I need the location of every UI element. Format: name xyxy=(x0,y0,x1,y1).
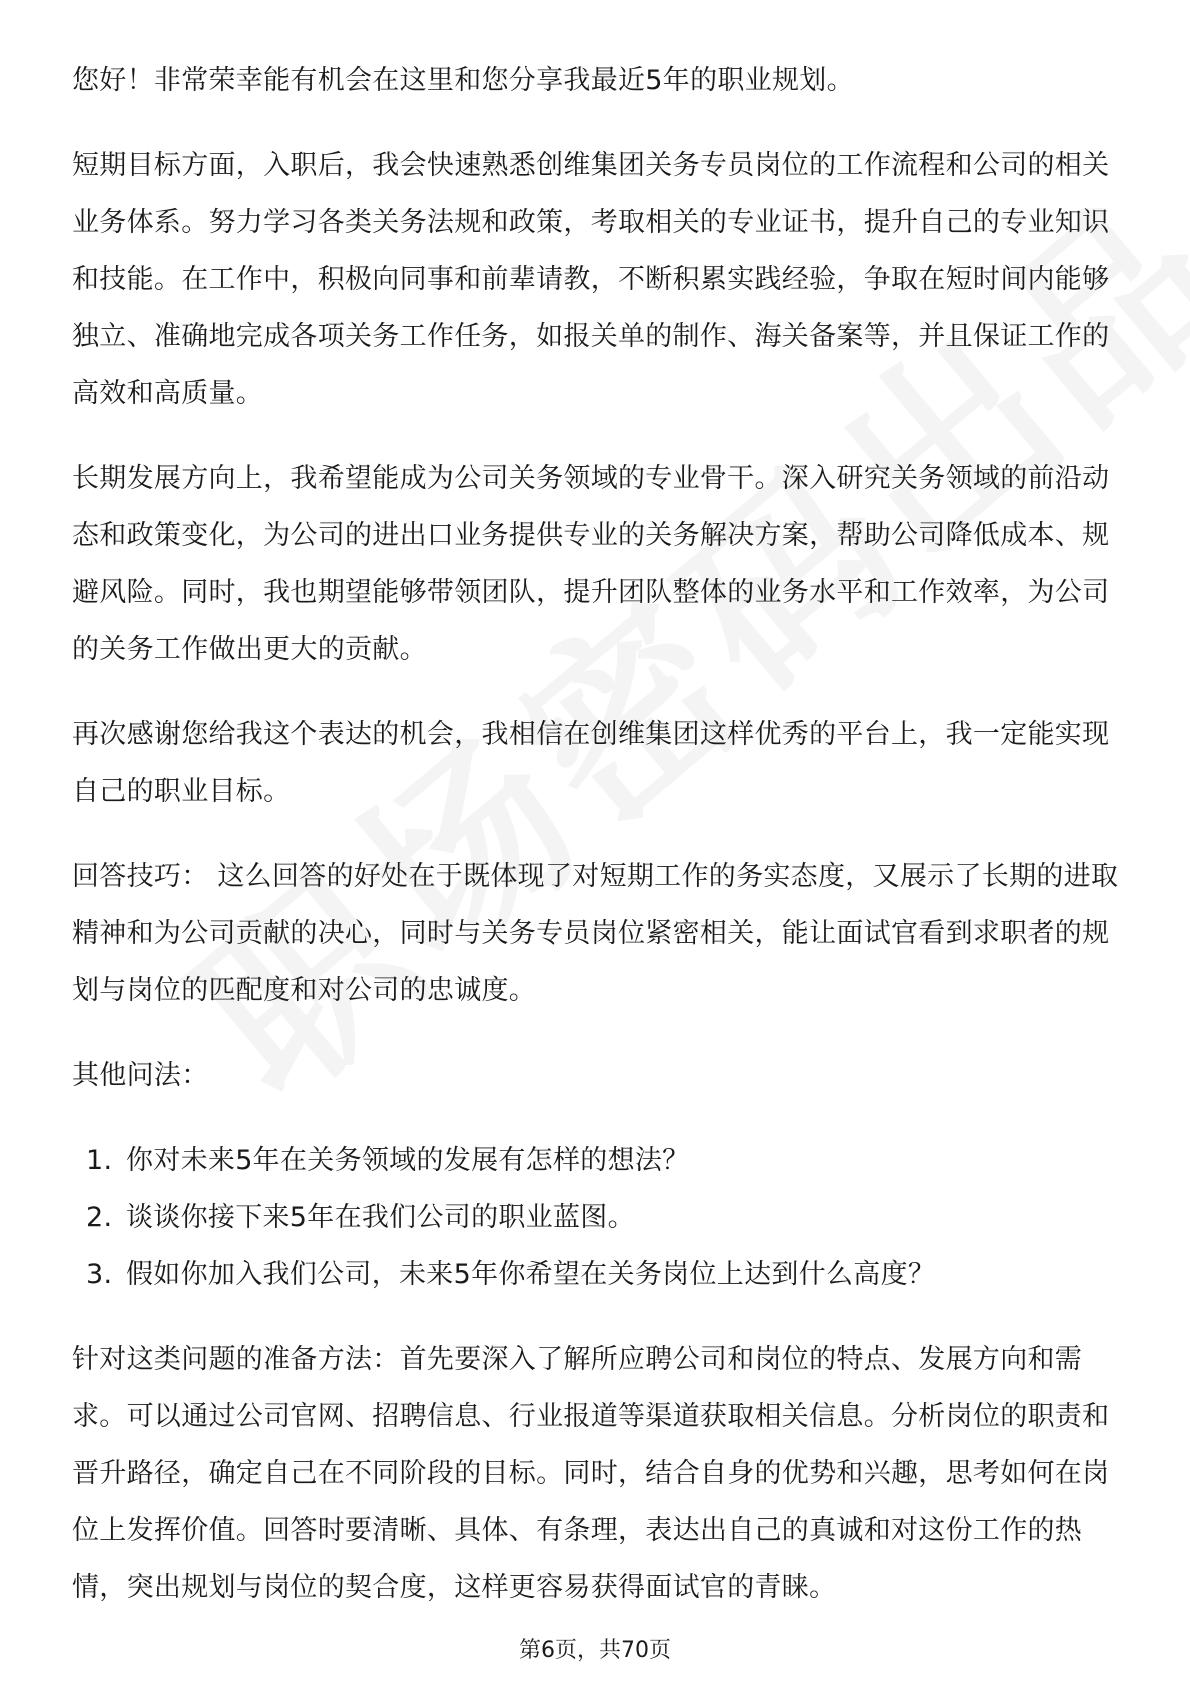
list-item xyxy=(72,1246,1122,1303)
thanks-paragraph: 再次感谢您给我这个表达的机会，我相信在创维集团这样优秀的平台上，我一定能实现自己的职业目标。 xyxy=(72,719,1110,807)
tips-paragraph: 回答技巧： 这么回答的好处在于既体现了对短期工作的务实态度，又展示了长期的进取精神和为公司贡献的决心，同时与关务专员岗位紧密相关，能让面试官看到求职者的规划与岗位的匹配度和对公司的忠诚度。 xyxy=(72,861,1119,1006)
other-questions-list xyxy=(72,1132,1122,1303)
page-content xyxy=(72,52,1122,1644)
long-term-paragraph: 长期发展方向上，我希望能成为公司关务领域的专业骨干。深入研究关务领域的前沿动态和政策变化，为公司的进出口业务提供专业的关务解决方案，帮助公司降低成本、规避风险。同时，我也期望能够带领团队，提升团队整体的业务水平和工作效率，为公司的关务工作做出更大的贡献。 xyxy=(72,463,1110,665)
list-item xyxy=(72,1189,1122,1246)
intro-paragraph: 您好！非常荣幸能有机会在这里和您分享我最近5年的职业规划。 xyxy=(72,65,854,96)
other-questions-heading: 其他问法： xyxy=(72,1060,209,1091)
list-item xyxy=(72,1132,1122,1189)
list-item-text: 谈谈你接下来5年在我们公司的职业蓝图。 xyxy=(126,1202,635,1233)
list-item-number: 2. xyxy=(86,1202,113,1233)
list-item-text: 假如你加入我们公司，未来5年你希望在关务岗位上达到什么高度？ xyxy=(126,1259,936,1290)
list-item-number: 1. xyxy=(86,1145,113,1176)
list-item-number: 3. xyxy=(86,1259,113,1290)
preparation-paragraph: 针对这类问题的准备方法：首先要深入了解所应聘公司和岗位的特点、发展方向和需求。可以通过公司官网、招聘信息、行业报道等渠道获取相关信息。分析岗位的职责和晋升路径，确定自己在不同阶段的目标。同时，结合自身的优势和兴趣，思考如何在岗位上发挥价值。回答时要清晰、具体、有条理，表达出自己的真诚和对这份工作的热情，突出规划与岗位的契合度，这样更容易获得面试官的青睐。 xyxy=(72,1344,1110,1603)
short-term-paragraph: 短期目标方面，入职后，我会快速熟悉创维集团关务专员岗位的工作流程和公司的相关业务体系。努力学习各类关务法规和政策，考取相关的专业证书，提升自己的专业知识和技能。在工作中，积极向同事和前辈请教，不断积累实践经验，争取在短时间内能够独立、准确地完成各项关务工作任务，如报关单的制作、海关备案等，并且保证工作的高效和高质量。 xyxy=(72,150,1110,409)
page-number-footer: 第6页，共70页 xyxy=(519,1638,671,1663)
list-item-text: 你对未来5年在关务领域的发展有怎样的想法？ xyxy=(126,1145,690,1176)
